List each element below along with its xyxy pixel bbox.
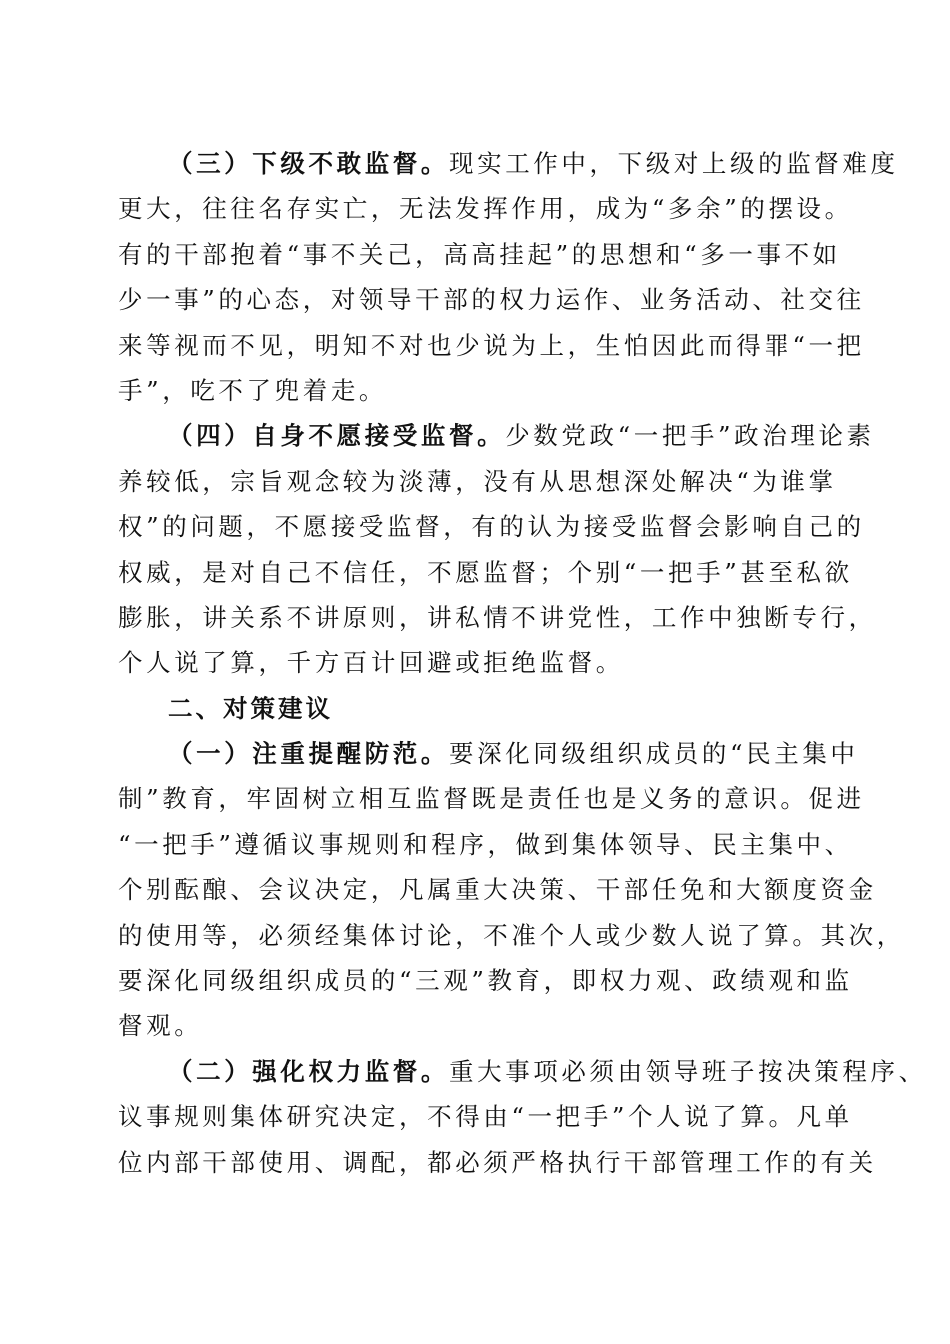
paragraph-3-3 <box>118 141 899 413</box>
text-line: 更大，往往名存实亡，无法发挥作用，成为“多余”的摆设。 <box>118 194 853 224</box>
text-line: 膨胀，讲关系不讲原则，讲私情不讲党性，工作中独断专行， <box>118 602 877 632</box>
text-line: 个别酝酿、会议决定，凡属重大决策、干部任免和大额度资金 <box>118 875 877 905</box>
text-line: 制”教育，牢固树立相互监督既是责任也是义务的意识。促进 <box>118 784 865 814</box>
paragraph-lead: （二）强化权力监督。 <box>168 1056 449 1086</box>
text-line <box>118 731 859 776</box>
line-text: 重大事项必须由领导班子按决策程序、 <box>449 1056 927 1086</box>
text-line <box>118 141 899 186</box>
paragraph-4-2 <box>118 1049 927 1185</box>
paragraph-3-4 <box>118 413 877 685</box>
text-line: 来等视而不见，明知不对也少说为上，生怕因此而得罪“一把 <box>118 330 865 360</box>
line-text: 要深化同级组织成员的“民主集中 <box>449 739 859 769</box>
document-body <box>118 141 927 1185</box>
text-line: 督观。 <box>118 1011 203 1041</box>
paragraph-lead: （三）下级不敢监督。 <box>168 149 449 178</box>
text-line: 权”的问题，不愿接受监督，有的认为接受监督会影响自己的 <box>118 512 865 542</box>
line-text: 少数党政“一把手”政治理论素 <box>505 421 875 451</box>
text-line: 位内部干部使用、调配，都必须严格执行干部管理工作的有关 <box>118 1147 877 1177</box>
paragraph-4-1 <box>118 731 905 1049</box>
text-line: 要深化同级组织成员的“三观”教育，即权力观、政绩观和监 <box>118 966 853 996</box>
section-heading: 二、对策建议 <box>168 693 333 723</box>
text-line <box>118 1049 927 1094</box>
line-text: 现实工作中，下级对上级的监督难度 <box>449 149 899 178</box>
text-line: 的使用等，必须经集体讨论，不准个人或少数人说了算。其次， <box>118 920 905 950</box>
paragraph-lead: （四）自身不愿接受监督。 <box>168 421 506 451</box>
text-line: 手”，吃不了兜着走。 <box>118 375 388 405</box>
text-line: 养较低，宗旨观念较为淡薄，没有从思想深处解决“为谁掌 <box>118 466 837 496</box>
text-line: “一把手”遵循议事规则和程序，做到集体领导、民主集中、 <box>118 829 853 859</box>
text-line <box>118 413 875 458</box>
text-line: 议事规则集体研究决定，不得由“一把手”个人说了算。凡单 <box>118 1102 853 1132</box>
paragraph-lead: （一）注重提醒防范。 <box>168 739 449 769</box>
text-line: 个人说了算，千方百计回避或拒绝监督。 <box>118 648 624 678</box>
text-line: 少一事”的心态，对领导干部的权力运作、业务活动、社交往 <box>118 285 865 315</box>
text-line: 权威，是对自己不信任，不愿监督；个别“一把手”甚至私欲 <box>118 557 853 587</box>
text-line: 有的干部抱着“事不关己，高高挂起”的思想和“多一事不如 <box>118 239 841 269</box>
